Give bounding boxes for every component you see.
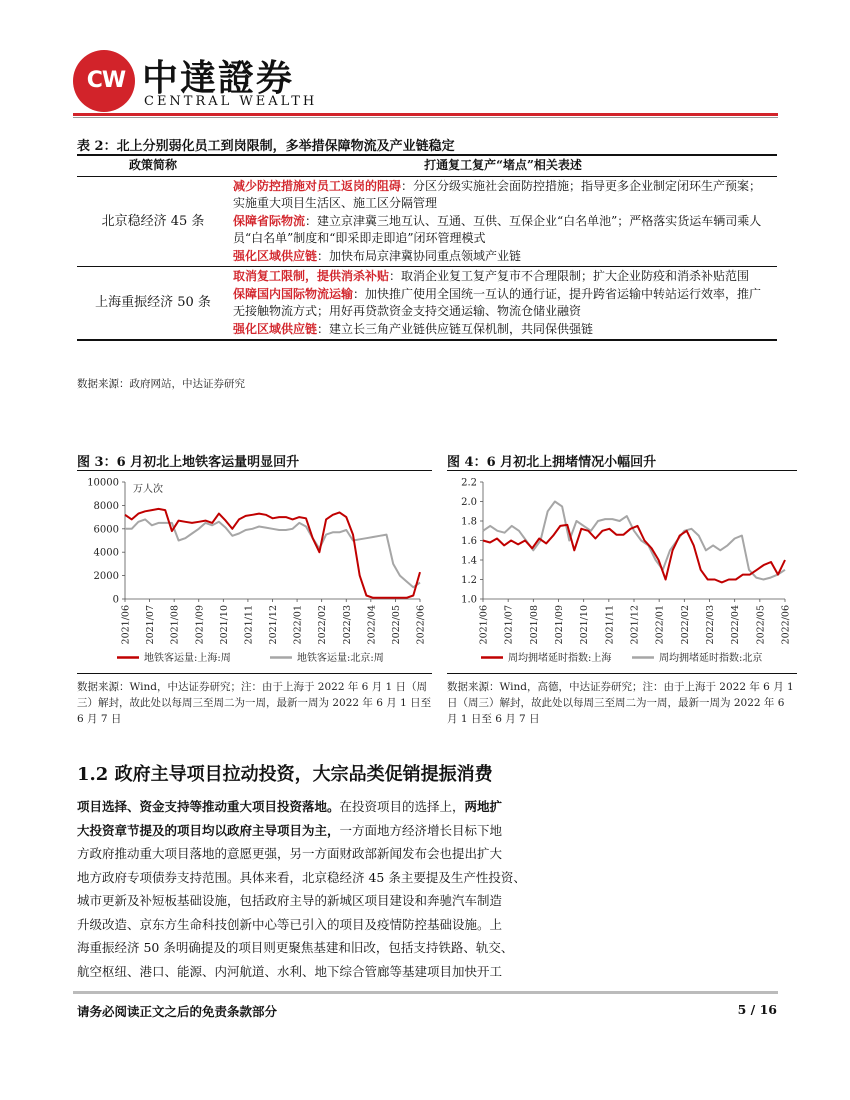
x-tick-label: 2021/08 xyxy=(169,605,181,645)
x-tick-label: 2021/06 xyxy=(120,605,132,645)
series-line-1 xyxy=(483,502,785,580)
body-text-run: 地方政府专项债券支持范围。具体来看，北京稳经济 45 条主要提及生产性投资、 xyxy=(77,869,526,885)
body-line xyxy=(77,960,577,984)
table-header-statement: 打通复工复产“堵点”相关表述 xyxy=(229,155,777,176)
brand-name-cn: 中達證券 xyxy=(142,57,295,99)
y-tick-label: 2.2 xyxy=(461,477,477,489)
legend-label: 周均拥堵延时指数:北京 xyxy=(659,653,763,664)
policy-table xyxy=(77,154,777,341)
y-tick-label: 10000 xyxy=(87,477,119,489)
x-tick-label: 2022/01 xyxy=(292,605,304,645)
y-tick-label: 0 xyxy=(112,594,119,606)
brand-name-en: CENTRAL WEALTH xyxy=(144,94,318,109)
body-text-run: 一方面地方经济增长目标下地 xyxy=(339,822,503,838)
body-text-run: 在投资项目的选择上， xyxy=(339,799,465,814)
y-tick-label: 1.0 xyxy=(461,594,477,606)
table-header-policy: 政策简称 xyxy=(77,155,229,176)
policy-key: 保障省际物流 xyxy=(233,213,306,228)
fig4-chart xyxy=(447,472,797,670)
body-text-run: 海重振经济 50 条明确提及的项目则更聚焦基建和旧改，包括支持铁路、轨交、 xyxy=(77,940,514,955)
body-text-run: 项目选择、资金支持等推动重大项目投资落地。 xyxy=(77,799,340,814)
fig3-bottom-rule xyxy=(77,673,432,674)
body-text-run: 航空枢纽、港口、能源、内河航道、水利、地下综合管廊等基建项目加快开工 xyxy=(77,963,503,979)
body-line xyxy=(77,842,577,866)
policy-text: ：建立长三角产业链供应链互保机制，共同保供强链 xyxy=(317,321,594,336)
fig3-note: 数据来源：Wind，中达证券研究；注：由于上海于 2022 年 6 月 1 日（周三）解封，故此处以每周三至周二为一周，最新一周为 2022 年 6 月 1 日至 6 月 7 日 xyxy=(77,681,432,725)
x-tick-label: 2022/05 xyxy=(390,605,402,645)
y-tick-label: 1.6 xyxy=(461,536,477,547)
body-text-run: 城市更新及补短板基础设施，包括政府主导的新城区项目建设和奔驰汽车制造 xyxy=(77,893,503,908)
policy-key: 保障国内国际物流运输 xyxy=(233,286,354,301)
fig4-note: 数据来源：Wind，高德，中达证券研究；注：由于上海于 2022 年 6 月 1 日（周三）解封，故此处以每周三至周二为一周，最新一周为 2022 年 6 月 1 日至 6 月 7 日 xyxy=(447,681,794,725)
y-tick-label: 8000 xyxy=(93,500,119,512)
body-line xyxy=(77,795,577,819)
x-tick-label: 2022/06 xyxy=(780,605,792,645)
x-tick-label: 2021/12 xyxy=(629,605,641,645)
legend-label: 地铁客运量:上海:周 xyxy=(144,653,231,664)
footer-disclaimer: 请务必阅读正文之后的免责条款部分 xyxy=(77,1004,278,1019)
x-tick-label: 2022/03 xyxy=(705,605,716,645)
header-divider xyxy=(73,113,778,116)
body-line xyxy=(77,936,577,960)
logo-text: CW xyxy=(86,68,126,93)
y-tick-label: 2.0 xyxy=(461,497,477,508)
table-row xyxy=(77,176,777,267)
body-line xyxy=(77,819,577,843)
policy-key: 减少防控措施对员工返岗的阻碍 xyxy=(233,178,402,193)
x-tick-label: 2022/01 xyxy=(654,605,666,645)
table-cell-city: 上海重振经济 50 条 xyxy=(77,267,229,341)
x-tick-label: 2021/11 xyxy=(243,605,255,645)
fig3-title: 图 3：6 月初北上地铁客运量明显回升 xyxy=(77,455,300,470)
body-text-run: 方政府推动重大项目落地的意愿更强，另一方面财政部新闻发布会也提出扩大 xyxy=(77,846,503,861)
y-axis-label: 万人次 xyxy=(133,484,163,495)
y-tick-label: 1.8 xyxy=(461,516,477,528)
y-tick-label: 4000 xyxy=(93,547,119,559)
x-tick-label: 2021/09 xyxy=(554,605,565,645)
table-cell-desc xyxy=(229,176,777,267)
x-tick-label: 2021/07 xyxy=(503,605,515,645)
y-tick-label: 1.2 xyxy=(461,575,477,586)
policy-key: 强化区域供应链 xyxy=(233,321,318,336)
x-tick-label: 2022/04 xyxy=(730,605,742,645)
x-tick-label: 2022/03 xyxy=(341,605,353,645)
series-line-1 xyxy=(125,519,420,587)
fig4-bottom-rule xyxy=(447,673,797,674)
policy-key: 强化区域供应链 xyxy=(233,248,318,263)
policy-text: ：加快布局京津冀协同重点领域产业链 xyxy=(317,248,522,263)
body-text-run: 大投资章节提及的项目均以政府主导项目为主， xyxy=(77,822,340,838)
table-cell-desc xyxy=(229,267,777,341)
series-line-0 xyxy=(125,509,420,598)
x-tick-label: 2021/10 xyxy=(218,605,230,645)
x-tick-label: 2022/04 xyxy=(366,605,378,645)
table-source: 数据来源：政府网站，中达证券研究 xyxy=(77,378,245,390)
fig3-chart xyxy=(77,472,432,670)
y-tick-label: 2000 xyxy=(93,571,119,583)
x-tick-label: 2021/07 xyxy=(145,605,157,645)
table-cell-city: 北京稳经济 45 条 xyxy=(77,176,229,267)
footer-divider xyxy=(73,991,778,994)
policy-text: ：加快推广使用全国统一互认的通行证，提升跨省运输中转站运行效率，推广无接触物流方式；用好再贷款资金支持交通运输、物流仓储业融资 xyxy=(233,286,762,318)
x-tick-label: 2021/10 xyxy=(579,605,591,645)
y-tick-label: 1.4 xyxy=(461,555,477,567)
x-tick-label: 2021/12 xyxy=(268,605,279,645)
body-text-run: 升级改造、京东方生命科技创新中心等已引入的项目及疫情防控基础设施。上 xyxy=(77,916,503,932)
x-tick-label: 2022/05 xyxy=(755,605,767,645)
table-row xyxy=(77,267,777,341)
legend-label: 地铁客运量:北京:周 xyxy=(297,653,384,664)
x-tick-label: 2022/02 xyxy=(317,605,329,645)
x-tick-label: 2022/06 xyxy=(415,605,427,645)
header-divider-thin xyxy=(73,117,778,118)
body-line xyxy=(77,866,577,890)
x-tick-label: 2021/06 xyxy=(478,605,490,645)
legend-label: 周均拥堵延时指数:上海 xyxy=(508,653,612,664)
body-text-run: 两地扩 xyxy=(464,799,503,814)
x-tick-label: 2021/11 xyxy=(604,605,616,645)
body-paragraph xyxy=(77,795,577,983)
policy-key: 取消复工限制，提供消杀补贴 xyxy=(233,269,390,283)
table-title: 表 2：北上分别弱化员工到岗限制，多举措保障物流及产业链稳定 xyxy=(77,139,455,154)
y-tick-label: 6000 xyxy=(93,524,119,536)
series-line-0 xyxy=(483,525,785,583)
section-heading: 1.2 政府主导项目拉动投资，大宗品类促销提振消费 xyxy=(77,764,493,785)
fig4-top-rule xyxy=(447,470,797,471)
policy-text: ：建立京津冀三地互认、互通、互供、互保企业“白名单池”；严格落实货运车辆司乘人员“白名单”制度和“即采即走即追”闭环管理模式 xyxy=(233,213,762,245)
x-tick-label: 2021/08 xyxy=(528,605,540,645)
body-line xyxy=(77,913,577,937)
body-line xyxy=(77,889,577,913)
policy-text: ：分区分级实施社会面防控措施；指导更多企业制定闭环生产预案；实施重大项目生活区、施工区分隔管理 xyxy=(233,178,762,210)
policy-text: ：取消企业复工复产复市不合理限制；扩大企业防疫和消杀补贴范围 xyxy=(389,269,750,283)
page-number: 5 / 16 xyxy=(737,1002,777,1017)
fig4-title: 图 4：6 月初北上拥堵情况小幅回升 xyxy=(447,455,657,470)
x-tick-label: 2022/02 xyxy=(679,605,691,645)
x-tick-label: 2021/09 xyxy=(194,605,206,645)
fig3-top-rule xyxy=(77,470,432,471)
